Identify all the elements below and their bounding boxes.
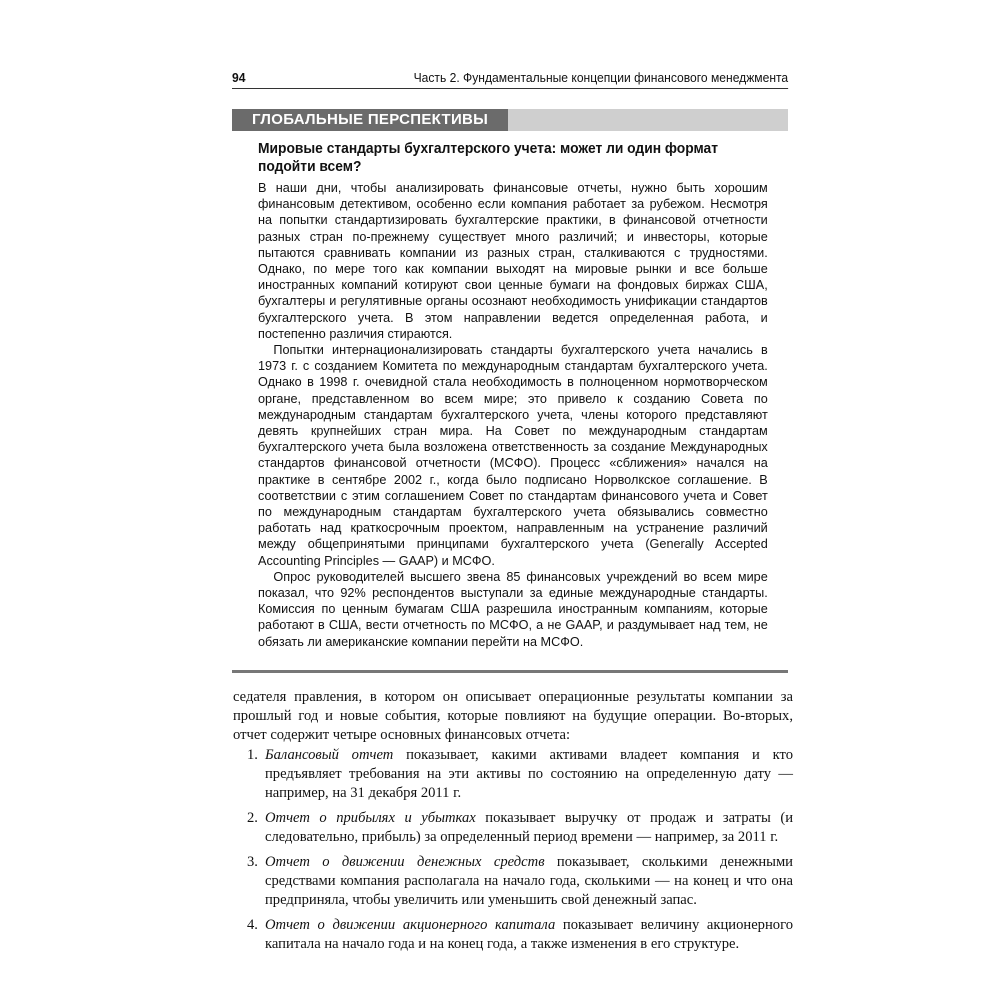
list-term: Отчет о прибылях и убытках [265,810,476,826]
box-paragraph: В наши дни, чтобы анализировать финансовые отчеты, нужно быть хорошим финансовым детективом, особенно если компания работает за рубежом. Несмотря на попытки стандартизировать бухгалтерские практики, в финансовой отчетности разных стран по-прежнему существует много различий; и инвесторы, которые пытаются сравнивать компании из разных стран, сталкиваются с трудностями. Однако, по мере того как компании выходят на мировые рынки и все больше иностранных компаний котируют свои ценные бумаги на фондовых биржах США, бухгалтеры и регулятивные органы осознают необходимость унификации стандартов бухгалтерского учета. В этом направлении ведется определенная работа, и постепенно различия стираются. [258,180,768,341]
box-paragraph: Опрос руководителей высшего звена 85 финансовых учреждений во всем мире показал, что 92% респондентов выступали за единые международные стандарты. Комиссия по ценным бумагам США разрешила иностранным компаниям, которые работают в США, вести отчетность по МСФО, а не GAAP, и раздумывает над тем, не обязать ли американские компании перейти на МСФО. [258,568,768,649]
sidebar-box [258,141,768,650]
main-text [233,688,793,960]
lead-paragraph: седателя правления, в котором он описывает операционные результаты компании за прошлый год и новые события, которые повлияют на будущие операции. Во-вторых, отчет содержит четыре основных финансовых отчета: [233,689,793,743]
list-text: показывает, сколькими денежными средствами компания располагала на начало года, сколькими — на конец и что она предприняла, чтобы увеличить или уменьшить свой денежный запас. [265,854,793,908]
page-number: 94 [232,70,246,85]
list-item [233,746,793,803]
list-item [233,916,793,954]
list-term: Балансовый отчет [265,747,394,763]
list-number: 3. [247,854,258,870]
list-item [233,853,793,910]
running-head: Часть 2. Фундаментальные концепции финансового менеджмента [413,70,789,85]
box-title: Мировые стандарты бухгалтерского учета: может ли один формат подойти всем? [258,141,718,175]
list-item [233,809,793,847]
list-term: Отчет о движении акционерного капитала [265,917,556,933]
page-header [232,66,788,89]
list-number: 2. [247,810,258,826]
section-banner [232,109,788,131]
list-term: Отчет о движении денежных средств [265,854,545,870]
statements-list [233,746,793,954]
list-text: показывает, какими активами владеет компания и кто предъявляет требования на эти активы по состоянию на определенную дату — например, на 31 декабря 2011 г. [265,747,793,801]
list-number: 4. [247,917,258,933]
banner-label: ГЛОБАЛЬНЫЕ ПЕРСПЕКТИВЫ [232,109,508,131]
box-paragraph: Попытки интернационализировать стандарты бухгалтерского учета начались в 1973 г. с созданием Комитета по международным стандартам бухгалтерского учета. Однако в 1998 г. очевидной стала необходимость в полноценном нормотворческом органе, представленном во всем мире; это привело к созданию Совета по международным стандартам бухгалтерского учета, члены которого представляют девять крупнейших стран мира. На Совет по международным стандартам бухгалтерского учета была возложена ответственность за создание Международных стандартов финансовой отчетности (МСФО). Процесс «сближения» начался на практике в сентябре 2002 г., когда было подписано Норволкское соглашение. В соответствии с этим соглашением Совет по стандартам финансового учета и Совет по международным стандартам бухгалтерского учета обязывались совместно работать над краткосрочным проектом, направленным на устранение различий между общепринятыми принципами бухгалтерского учета (Generally Accepted Accounting Principles — GAAP) и МСФО. [258,342,768,568]
list-text: показывает выручку от продаж и затраты (и следовательно, прибыль) за определенный период времени — например, за 2011 г. [265,810,794,845]
list-number: 1. [247,747,258,763]
list-text: показывает величину акционерного капитала на начало года и на конец года, а также изменения в его структуре. [265,917,793,952]
box-bottom-rule [232,670,788,673]
